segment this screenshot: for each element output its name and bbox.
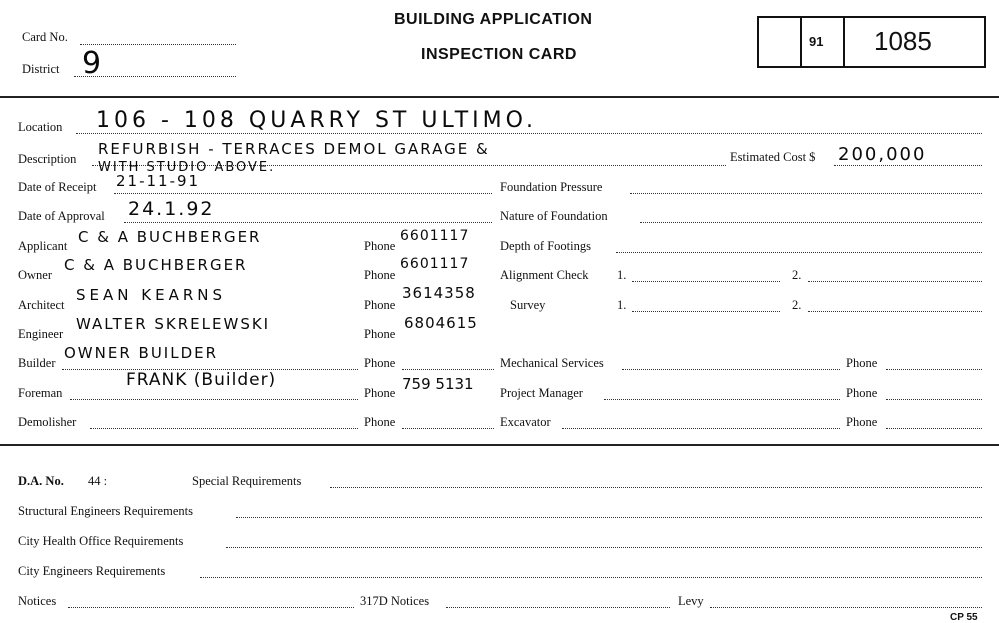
owner-value: C & A BUCHBERGER [64,256,248,274]
date-approval-label: Date of Approval [18,209,105,223]
excavator-phone-line [886,428,982,429]
mechanical-services-label: Mechanical Services [500,356,604,370]
box-number: 1085 [874,26,932,56]
form-code: CP 55 [950,612,978,623]
builder-value: OWNER BUILDER [64,344,219,362]
builder-phone-line [402,369,494,370]
date-receipt-value: 21-11-91 [116,172,201,190]
excavator-label: Excavator [500,415,551,429]
card-no-dotted-line [80,44,236,45]
survey-label: Survey [510,298,546,312]
da-value: 44 : [88,474,108,488]
notices-label: Notices [18,594,57,608]
mechanical-phone-label: Phone [846,356,878,370]
applicant-label: Applicant [18,239,68,253]
engineer-label: Engineer [18,327,64,341]
depth-footings-line [616,252,982,253]
header-divider [0,96,999,98]
structural-line [236,517,982,518]
city-engineers-label: City Engineers Requirements [18,564,166,578]
foreman-line [70,399,358,400]
levy-line [710,607,982,608]
estimated-cost-label: Estimated Cost $ [730,150,816,164]
nature-foundation-line [640,222,982,223]
applicant-value: C & A BUCHBERGER [78,228,262,246]
foreman-label: Foreman [18,386,63,400]
foundation-pressure-label: Foundation Pressure [500,180,603,194]
structural-label: Structural Engineers Requirements [18,504,193,518]
project-manager-phone-line [886,399,982,400]
excavator-phone-label: Phone [846,415,878,429]
district-label: District [22,62,60,76]
demolisher-line [90,428,358,429]
alignment-num-1: 1. [617,268,627,282]
builder-phone-label: Phone [364,356,396,370]
survey-line-1 [632,311,780,312]
engineer-phone-label: Phone [364,327,396,341]
project-manager-line [604,399,840,400]
applicant-phone-value: 6601117 [400,228,470,244]
engineer-phone-value: 6804615 [404,314,478,332]
box-divider-1 [800,18,802,66]
builder-label: Builder [18,356,56,370]
special-requirements-label: Special Requirements [192,474,302,488]
demolisher-label: Demolisher [18,415,77,429]
survey-num-2: 2. [792,298,802,312]
alignment-line-1 [632,281,780,282]
estimated-cost-line [834,165,982,166]
city-engineers-line [200,577,982,578]
da-label: D.A. No. [18,474,64,488]
card-number-box [757,16,986,68]
project-manager-phone-label: Phone [846,386,878,400]
architect-value: SEAN KEARNS [76,286,226,304]
box-code: 91 [809,34,824,49]
lower-divider [0,444,999,446]
alignment-check-label: Alignment Check [500,268,589,282]
demolisher-phone-line [402,428,494,429]
survey-line-2 [808,311,982,312]
architect-label: Architect [18,298,65,312]
location-line [76,133,982,134]
demolisher-phone-label: Phone [364,415,396,429]
excavator-line [562,428,840,429]
project-manager-label: Project Manager [500,386,583,400]
architect-phone-value: 3614358 [402,284,476,302]
owner-phone-label: Phone [364,268,396,282]
foreman-phone-value: 759 5131 [402,375,474,393]
alignment-num-2: 2. [792,268,802,282]
applicant-phone-label: Phone [364,239,396,253]
owner-phone-value: 6601117 [400,256,470,272]
engineer-value: WALTER SKRELEWSKI [76,315,271,333]
health-label: City Health Office Requirements [18,534,184,548]
date-receipt-line [114,193,492,194]
notices-317d-line [446,607,670,608]
title-line2: INSPECTION CARD [421,46,577,63]
foundation-pressure-line [630,193,982,194]
architect-phone-label: Phone [364,298,396,312]
survey-num-1: 1. [617,298,627,312]
date-approval-line [124,222,492,223]
location-value: 106 - 108 QUARRY ST ULTIMO. [96,108,538,133]
foreman-value: FRANK (Builder) [126,370,277,390]
location-label: Location [18,120,63,134]
owner-label: Owner [18,268,53,282]
title-line1: BUILDING APPLICATION [394,11,593,28]
health-line [226,547,982,548]
notices-line [68,607,354,608]
mechanical-services-line [622,369,840,370]
description-label: Description [18,152,77,166]
date-approval-value: 24.1.92 [128,198,215,220]
estimated-cost-value: 200,000 [838,144,927,165]
levy-label: Levy [678,594,704,608]
district-value: 9 [82,46,104,81]
depth-footings-label: Depth of Footings [500,239,591,253]
card-no-label: Card No. [22,30,68,44]
date-receipt-label: Date of Receipt [18,180,97,194]
description-line1: REFURBISH - TERRACES DEMOL GARAGE & [98,140,490,158]
nature-foundation-label: Nature of Foundation [500,209,608,223]
alignment-line-2 [808,281,982,282]
district-dotted-line [74,76,236,77]
foreman-phone-label: Phone [364,386,396,400]
notices-317d-label: 317D Notices [360,594,430,608]
special-requirements-line [330,487,982,488]
mechanical-phone-line [886,369,982,370]
box-divider-2 [843,18,845,66]
description-line2: WITH STUDIO ABOVE. [98,160,276,175]
